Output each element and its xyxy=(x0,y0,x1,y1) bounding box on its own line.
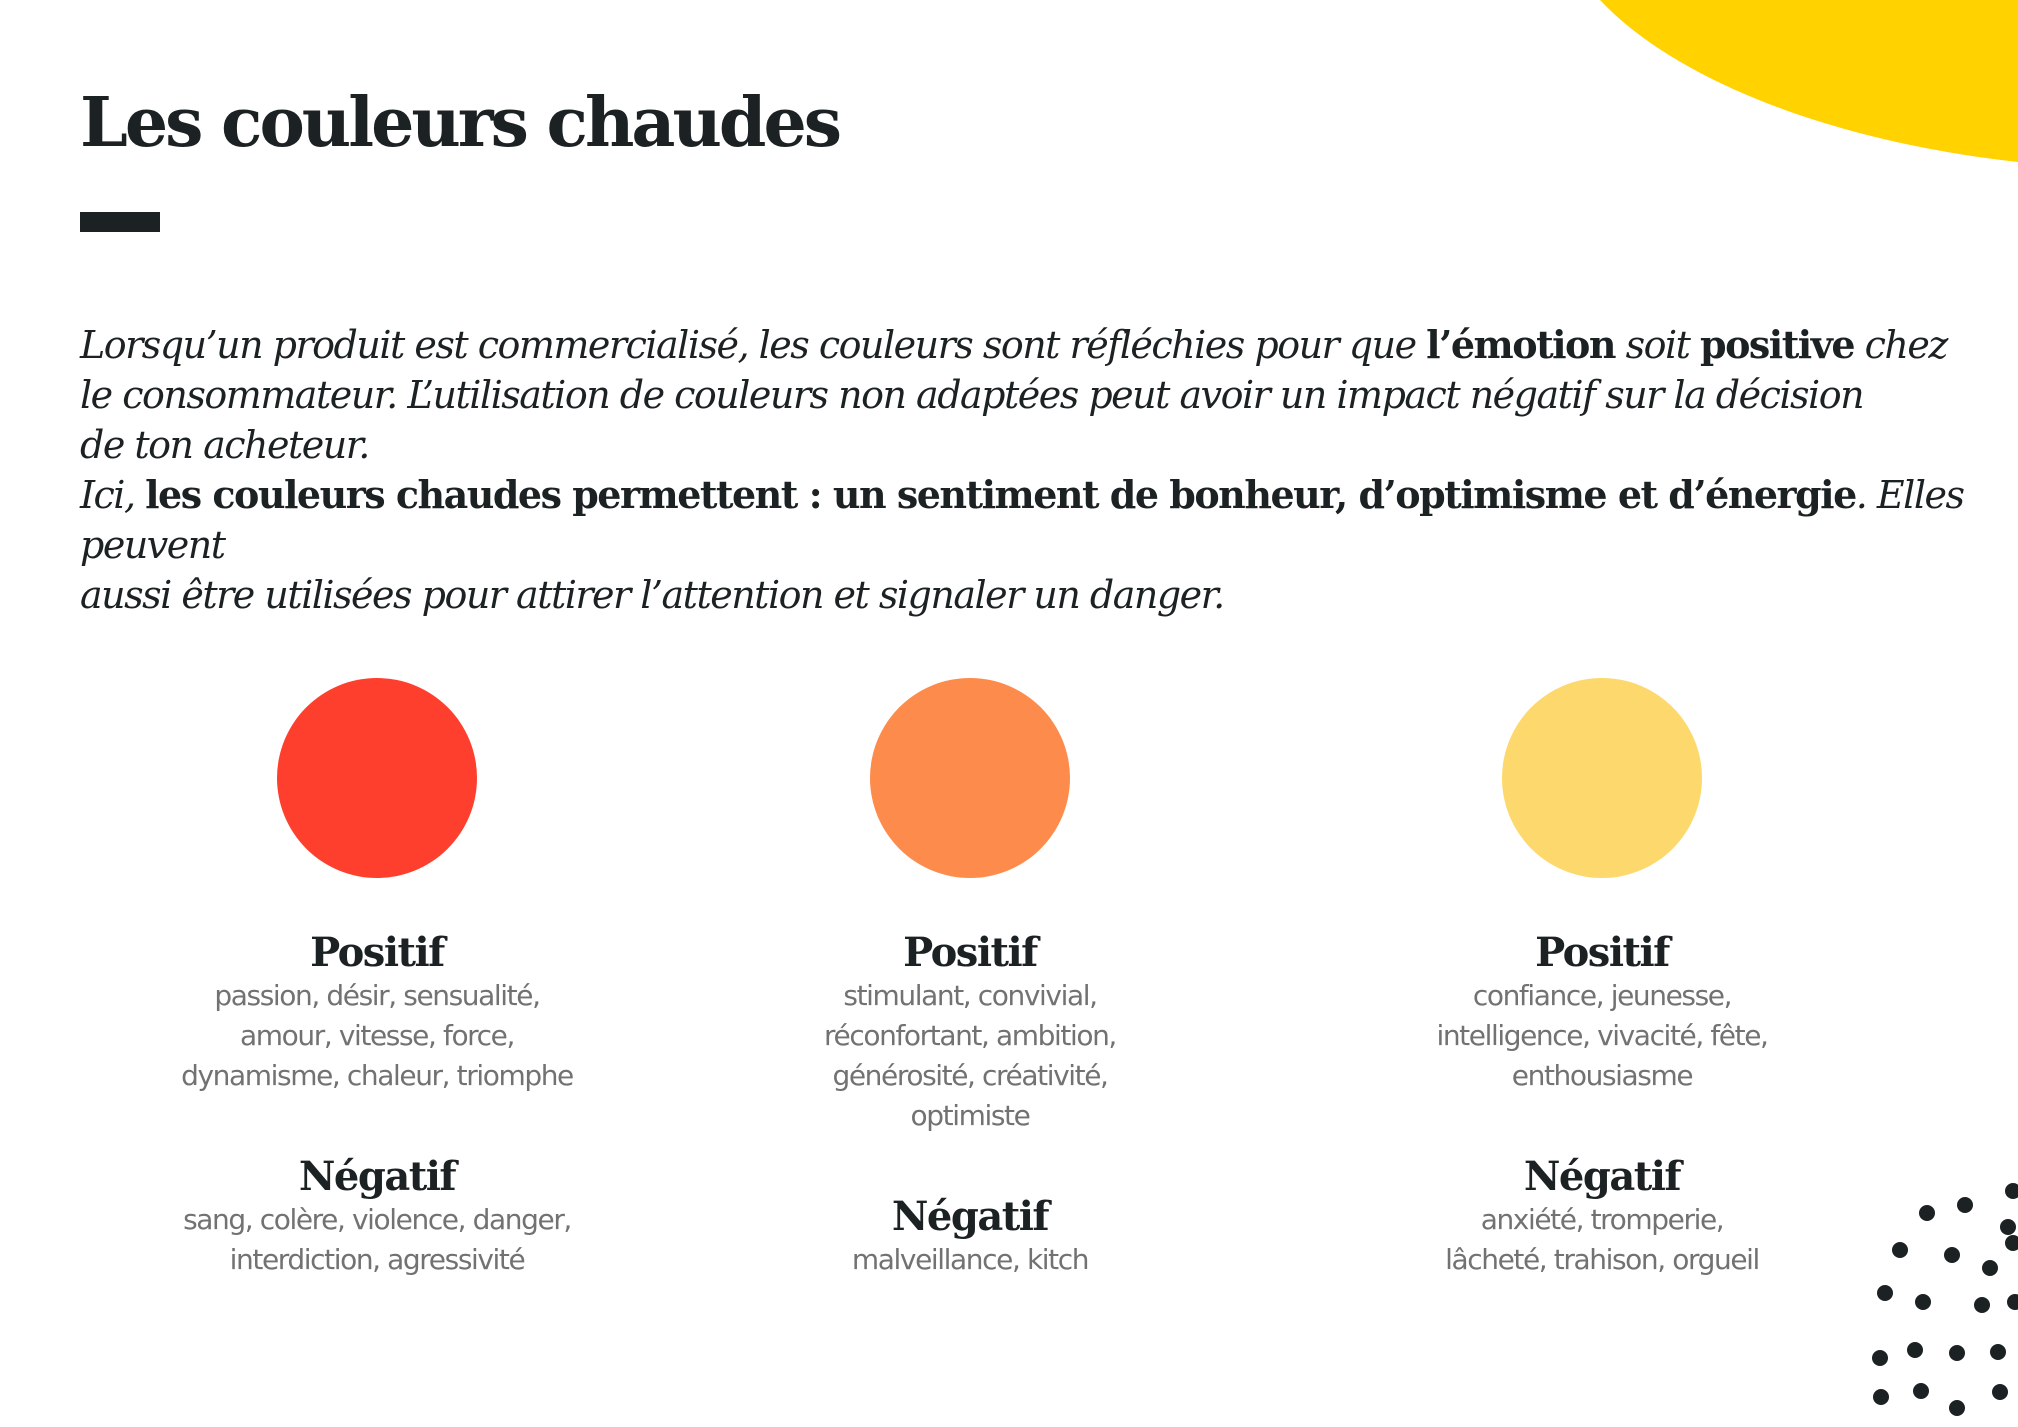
red-swatch xyxy=(277,678,477,878)
intro-paragraph xyxy=(80,320,1980,620)
intro-line-1: Lorsqu’un produit est commercialisé, les couleurs sont réfléchies pour que l’émotion soit positive chez xyxy=(80,322,1947,367)
negative-label: Négatif xyxy=(298,1153,456,1200)
positive-description: stimulant, convivial, réconfortant, ambition, générosité, créativité, optimiste xyxy=(824,979,1116,1132)
yellow-swatch xyxy=(1502,678,1702,878)
negative-label: Négatif xyxy=(891,1193,1049,1240)
page-title: Les couleurs chaudes xyxy=(80,83,839,163)
positive-label: Positif xyxy=(1535,929,1669,976)
color-column-red xyxy=(117,678,637,1280)
negative-description: sang, colère, violence, danger, interdiction, agressivité xyxy=(183,1203,571,1276)
color-column-yellow xyxy=(1342,678,1862,1280)
positive-label: Positif xyxy=(903,929,1037,976)
color-column-orange xyxy=(710,678,1230,1280)
negative-label: Négatif xyxy=(1523,1153,1681,1200)
intro-line-3: de ton acheteur. xyxy=(80,423,369,467)
intro-line-5: aussi être utilisées pour attirer l’attention et signaler un danger. xyxy=(80,573,1224,617)
negative-description: anxiété, tromperie, lâcheté, trahison, orgueil xyxy=(1445,1203,1759,1276)
positive-label: Positif xyxy=(310,929,444,976)
dot-pattern-decoration xyxy=(1860,1170,2018,1427)
yellow-blob-decoration xyxy=(1560,0,2018,170)
positive-description: passion, désir, sensualité, amour, vitesse, force, dynamisme, chaleur, triomphe xyxy=(181,979,573,1092)
positive-description: confiance, jeunesse, intelligence, vivacité, fête, enthousiasme xyxy=(1436,979,1768,1092)
negative-description: malveillance, kitch xyxy=(851,1243,1089,1276)
orange-swatch xyxy=(870,678,1070,878)
intro-line-2: le consommateur. L’utilisation de couleurs non adaptées peut avoir un impact négatif sur la décision xyxy=(80,373,1864,417)
title-underline xyxy=(80,212,160,232)
intro-line-4: Ici, les couleurs chaudes permettent : un sentiment de bonheur, d’optimisme et d’énergie. Elles peuvent xyxy=(80,472,1964,567)
